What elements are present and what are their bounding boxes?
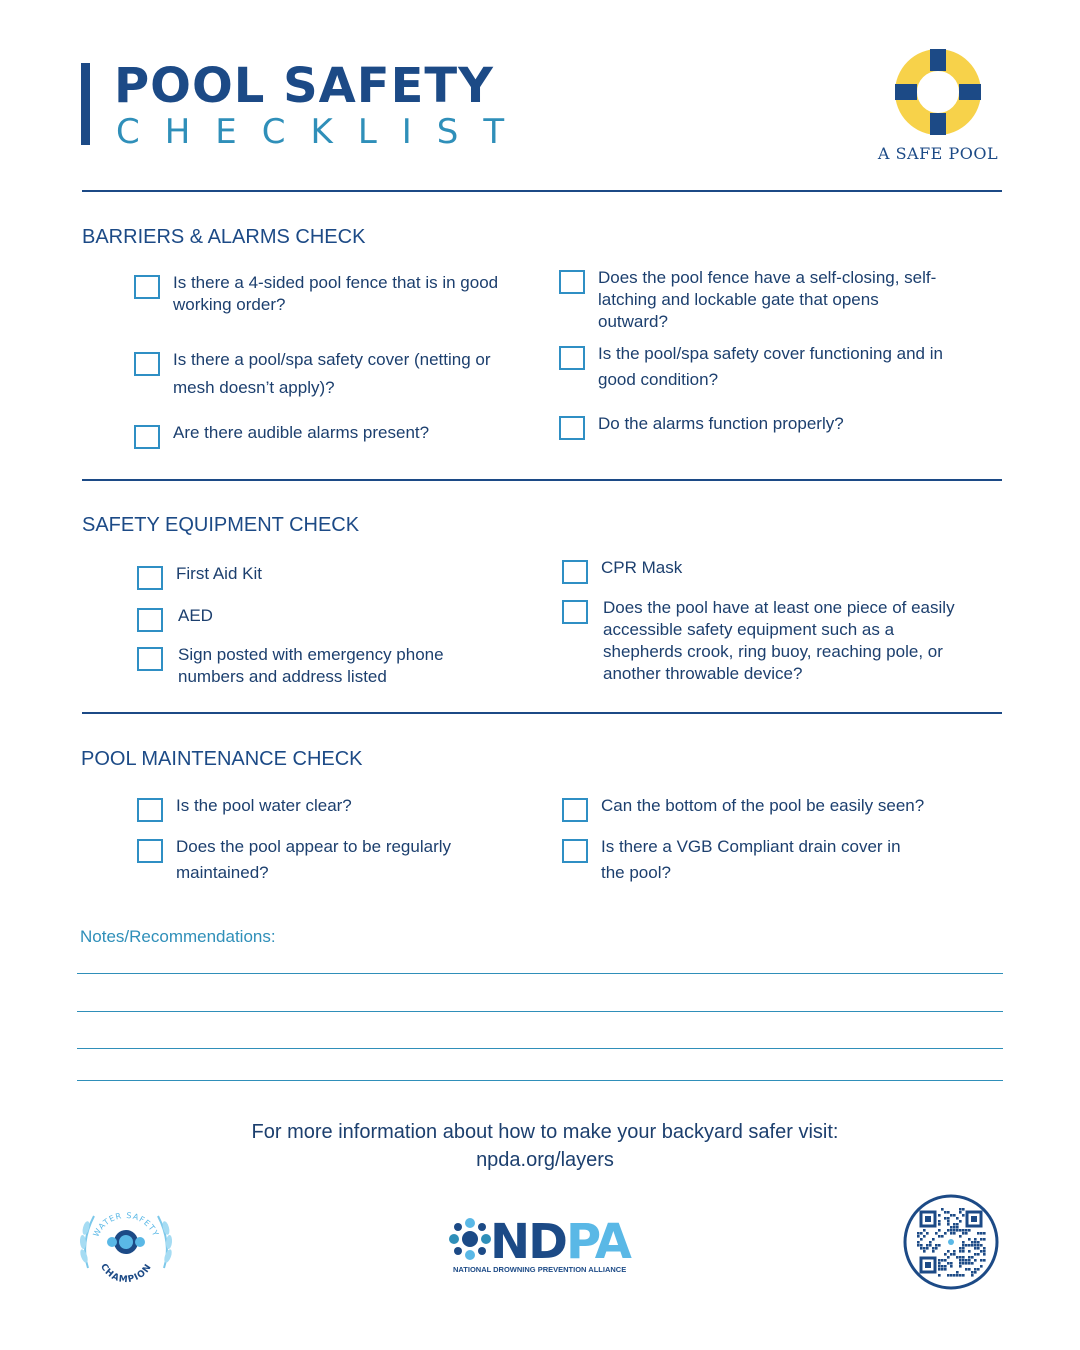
page-subtitle: CHECKLIST [116, 112, 530, 152]
checklist-item[interactable] [559, 413, 949, 440]
checkbox[interactable] [562, 600, 588, 624]
checklist-item-label: Does the pool appear to be regularly maintained? [176, 837, 452, 882]
checklist-item[interactable] [134, 349, 514, 402]
divider [82, 479, 1002, 481]
checklist-item-label: Does the pool fence have a self-closing, self-latching and lockable gate that opens outward? [598, 268, 937, 331]
section-title-equipment: SAFETY EQUIPMENT CHECK [82, 514, 360, 536]
checkbox[interactable] [559, 416, 585, 440]
ndpa-wordmark: NDPA [490, 1214, 630, 1270]
checkbox[interactable] [562, 798, 588, 822]
qr-code[interactable] [903, 1194, 999, 1295]
checklist-item-label: AED [178, 606, 213, 625]
checklist-item[interactable] [137, 605, 517, 632]
checklist-item-label: Is there a 4-sided pool fence that is in good working order? [173, 273, 499, 314]
checklist-item[interactable] [137, 563, 517, 590]
checkbox[interactable] [137, 608, 163, 632]
checklist-item[interactable] [562, 836, 912, 886]
checklist-item[interactable] [562, 597, 962, 685]
section-title-maintenance: POOL MAINTENANCE CHECK [81, 748, 363, 770]
notes-line[interactable] [77, 1048, 1003, 1049]
checkbox[interactable] [134, 425, 160, 449]
checkbox[interactable] [134, 275, 160, 299]
checklist-item-label: Does the pool have at least one piece of easily accessible safety equipment such as a shepherds crook, ring buoy, reaching pole, or another throwable device? [603, 598, 955, 683]
checkbox[interactable] [559, 270, 585, 294]
checkbox[interactable] [137, 798, 163, 822]
checklist-item[interactable] [562, 795, 962, 822]
checkbox[interactable] [137, 566, 163, 590]
checkbox[interactable] [562, 560, 588, 584]
section-title-barriers: BARRIERS & ALARMS CHECK [82, 226, 366, 248]
water-safety-champion-badge [74, 1198, 178, 1295]
checklist-item-label: Can the bottom of the pool be easily seen? [601, 796, 925, 815]
title-accent-bar [81, 63, 90, 145]
checkbox[interactable] [137, 647, 163, 671]
checklist-item-label: Is there a VGB Compliant drain cover in the pool? [601, 837, 901, 882]
footer-info: For more information about how to make your backyard safer visit: [251, 1121, 839, 1143]
checklist-item[interactable] [134, 422, 514, 449]
checkbox[interactable] [137, 839, 163, 863]
notes-line[interactable] [77, 1011, 1003, 1012]
footer-link[interactable]: npda.org/layers [476, 1149, 614, 1171]
checklist-item-label: Is there a pool/spa safety cover (netting or mesh doesn’t apply)? [173, 350, 491, 397]
badge-text-top: WATER SAFETY [91, 1210, 161, 1239]
checklist-item-label: Do the alarms function properly? [598, 414, 844, 433]
checklist-item[interactable] [137, 644, 497, 688]
a-safe-pool-logo [875, 48, 1001, 163]
badge-text-bottom: CHAMPION [97, 1262, 155, 1286]
ndpa-full-name: NATIONAL DROWNING PREVENTION ALLIANCE [453, 1265, 627, 1274]
checkbox[interactable] [134, 352, 160, 376]
people-circle-icon [448, 1217, 492, 1261]
checklist-item[interactable] [559, 343, 949, 393]
divider [82, 712, 1002, 714]
checklist-item[interactable] [134, 272, 514, 316]
page-title: POOL SAFETY [114, 58, 494, 114]
checklist-item-label: CPR Mask [601, 558, 683, 577]
life-ring-icon [894, 48, 982, 136]
notes-line[interactable] [77, 973, 1003, 974]
checklist-item-label: First Aid Kit [176, 564, 262, 583]
checklist-item[interactable] [559, 267, 949, 333]
checklist-item-label: Sign posted with emergency phone numbers and address listed [178, 645, 444, 686]
checklist-item-label: Is the pool/spa safety cover functioning and in good condition? [598, 344, 943, 389]
checklist-item-label: Are there audible alarms present? [173, 423, 430, 442]
notes-label: Notes/Recommendations: [80, 927, 276, 946]
checkbox[interactable] [562, 839, 588, 863]
checklist-item[interactable] [137, 836, 477, 886]
checklist-item-label: Is the pool water clear? [176, 796, 352, 815]
checkbox[interactable] [559, 346, 585, 370]
checklist-item[interactable] [562, 557, 962, 584]
checklist-item[interactable] [137, 795, 517, 822]
logo-text: A SAFE POOL [877, 144, 999, 163]
divider [82, 190, 1002, 192]
notes-line[interactable] [77, 1080, 1003, 1081]
